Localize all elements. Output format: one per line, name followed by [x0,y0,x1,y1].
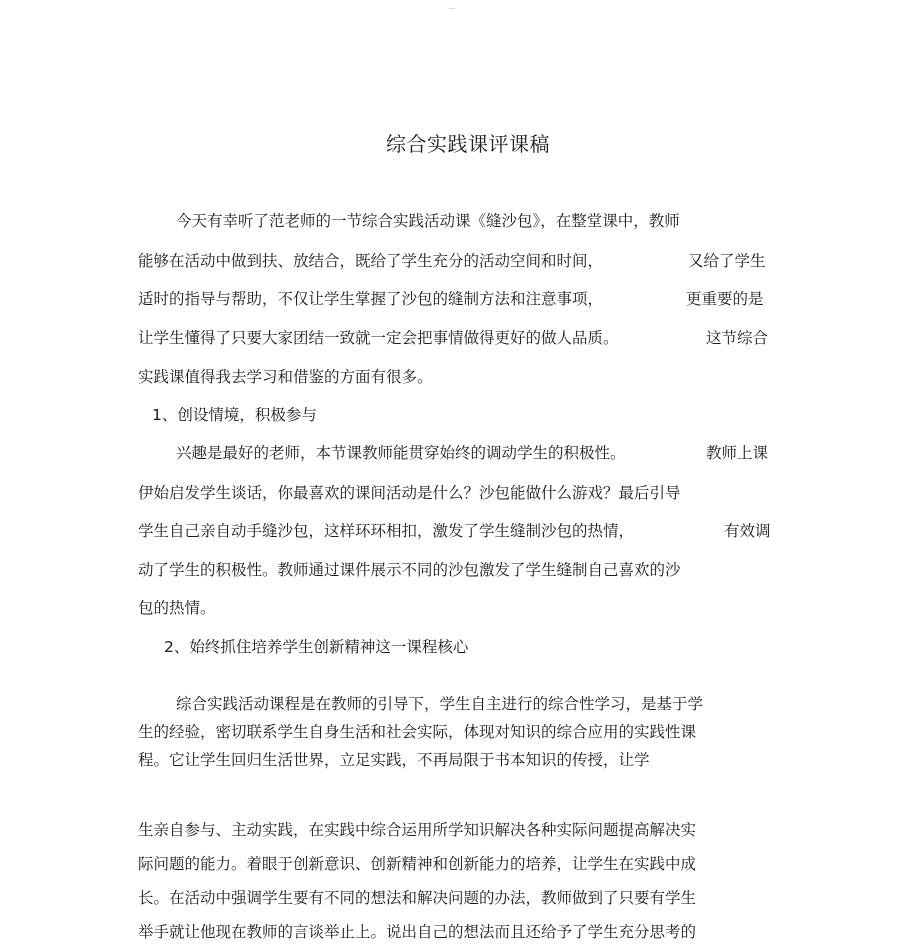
paragraph-1-line-2a: 能够在活动中做到扶、放结合，既给了学生充分的活动空间和时间， [138,252,604,270]
section-heading-2: 2、始终抓住培养学生创新精神这一课程核心 [164,638,469,656]
paragraph-2-line-1a: 兴趣是最好的老师，本节课教师能贯穿始终的调动学生的积极性。 [176,444,626,462]
paragraph-1-line-5: 实践课值得我去学习和借鉴的方面有很多。 [138,368,433,386]
paragraph-2-line-1b: 教师上课 [706,444,769,462]
paragraph-3-line-2: 生的经验，密切联系学生自身生活和社会实际，体现对知识的综合应用的实践性课 [138,723,697,741]
document-title: 综合实践课评课稿 [386,132,550,156]
header-mark: ----- [449,6,456,11]
paragraph-4-line-2: 际问题的能力。着眼于创新意识、创新精神和创新能力的培养，让学生在实践中成 [138,855,697,873]
paragraph-3-line-3: 程。它让学生回归生活世界，立足实践，不再局限于书本知识的传授，让学 [138,751,650,769]
paragraph-1-line-3b: 更重要的是 [686,290,764,308]
paragraph-2-line-5: 包的热情。 [138,599,216,617]
paragraph-3-line-1: 综合实践活动课程是在教师的引导下，学生自主进行的综合性学习，是基于学 [176,695,704,713]
paragraph-1-line-4a: 让学生懂得了只要大家团结一致就一定会把事情做得更好的做人品质。 [138,329,619,347]
paragraph-1-line-2b: 又给了学生 [688,252,766,270]
paragraph-2-line-2: 伊始启发学生谈话，你最喜欢的课间活动是什么？沙包能做什么游戏？最后引导 [138,484,681,502]
paragraph-1-line-4b: 这节综合 [706,329,769,347]
paragraph-4-line-4: 举手就让他现在教师的言谈举止上。说出自己的想法而且还给予了学生充分思考的 [138,923,697,941]
paragraph-2-line-4: 动了学生的积极性。教师通过课件展示不同的沙包激发了学生缝制自己喜欢的沙 [138,561,681,579]
paragraph-2-line-3b: 有效调 [724,522,771,540]
paragraph-1-line-3a: 适时的指导与帮助，不仅让学生掌握了沙包的缝制方法和注意事项， [138,290,604,308]
paragraph-4-line-1: 生亲自参与、主动实践，在实践中综合运用所学知识解决各种实际问题提高解决实 [138,821,697,839]
paragraph-4-line-3: 长。在活动中强调学生要有不同的想法和解决问题的办法，教师做到了只要有学生 [138,889,697,907]
paragraph-1-line-1: 今天有幸听了范老师的一节综合实践活动课《缝沙包》，在整堂课中，教师 [176,212,680,230]
paragraph-2-line-3a: 学生自己亲自动手缝沙包，这样环环相扣，激发了学生缝制沙包的热情， [138,522,635,540]
section-heading-1: 1、创设情境，积极参与 [152,406,317,424]
